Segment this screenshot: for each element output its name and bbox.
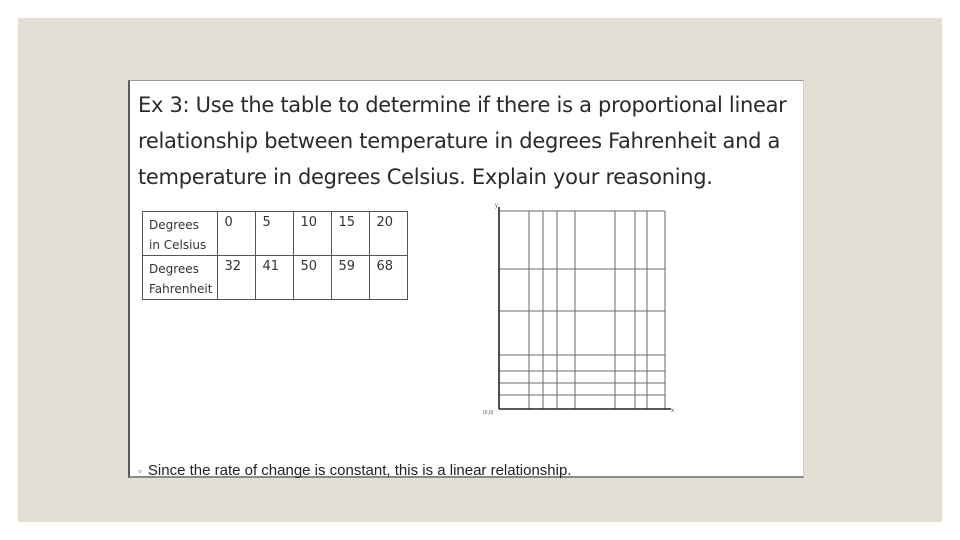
grid-svg — [481, 199, 679, 415]
table-cell: 10 — [294, 212, 332, 256]
problem-card — [128, 80, 804, 478]
table-cell: 50 — [294, 256, 332, 300]
table-row — [143, 212, 408, 256]
table-cell: 0 — [218, 212, 256, 256]
table-row — [143, 256, 408, 300]
table-cell: 20 — [370, 212, 408, 256]
table-cell: 41 — [256, 256, 294, 300]
answer-text: Since the rate of change is constant, this is a linear relationship. — [147, 462, 572, 479]
bullet-icon: ◦ — [138, 466, 142, 478]
temperature-table — [142, 211, 408, 300]
table-cell: 68 — [370, 256, 408, 300]
blank-coordinate-grid — [481, 199, 679, 415]
table-cell: 5 — [256, 212, 294, 256]
table-cell: 15 — [332, 212, 370, 256]
row-header-fahrenheit: Degrees Fahrenheit — [143, 256, 218, 300]
problem-prompt: Ex 3: Use the table to determine if there is a proportional linear relationship between temperature in degrees Fahrenheit and a temperature in degrees Celsius. Explain your reasoning. — [138, 93, 787, 189]
answer-bullet — [138, 462, 571, 479]
row-header-celsius: Degrees in Celsius — [143, 212, 218, 256]
origin-label: (0,0) — [483, 410, 494, 415]
table-cell: 32 — [218, 256, 256, 300]
x-axis-label: x — [671, 408, 674, 414]
table-cell: 59 — [332, 256, 370, 300]
y-axis-label: y — [495, 203, 498, 209]
